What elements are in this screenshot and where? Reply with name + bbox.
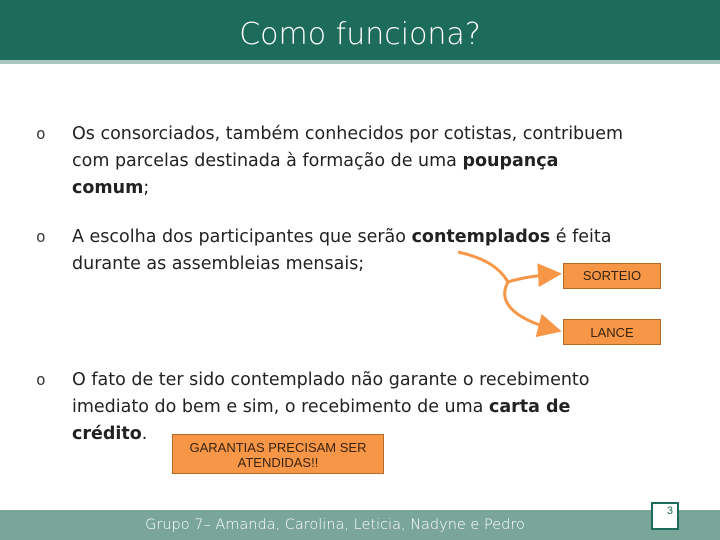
page-number: 3 — [651, 502, 679, 530]
garantias-line-1: GARANTIAS PRECISAM SER — [189, 440, 367, 455]
bullet-1-bold-comum: comum — [72, 178, 144, 198]
bullet-3-line-2 — [72, 394, 702, 421]
bullet-3-bold-carta-de: carta de — [488, 397, 571, 417]
title-underline — [0, 60, 720, 64]
bullet-3-line-3 — [72, 421, 702, 448]
bullet-2-line-1 — [72, 224, 702, 251]
bullet-marker-3: o — [36, 370, 46, 389]
bullet-1-line-3-rest: ; — [143, 178, 150, 198]
bullet-3-bold-credito: crédito — [72, 424, 142, 444]
bullet-1-bold-poupanca: poupança — [462, 151, 559, 171]
bullet-marker-1: o — [36, 124, 46, 143]
sorteio-box: SORTEIO — [563, 263, 661, 289]
bullet-3-line-3-rest: . — [141, 424, 148, 444]
bullet-3-line-2-pre: imediato do bem e sim, o recebimento de uma — [72, 397, 489, 417]
arrow-to-lance — [505, 282, 556, 330]
bullet-3-text — [72, 367, 702, 448]
bullet-1-line-1: Os consorciados, também conhecidos por cotistas, contribuem — [72, 124, 624, 144]
slide-title: Como funciona? — [239, 17, 481, 52]
bullet-2-bold-contemplados: contemplados — [411, 227, 551, 247]
bullet-1-line-2 — [72, 148, 702, 175]
bullet-marker-2: o — [36, 227, 46, 246]
bullet-3-line-1: O fato de ter sido contemplado não garante o recebimento — [72, 370, 590, 390]
bullet-2-line-2: durante as assembleias mensais; — [72, 254, 365, 274]
bullet-1-line-3 — [72, 175, 702, 202]
footer-text: Grupo 7– Amanda, Carolina, Leticia, Nadyne e Pedro — [145, 517, 525, 533]
bullet-2-line-1-pre: A escolha dos participantes que serão — [72, 227, 412, 247]
garantias-line-2: ATENDIDAS!! — [237, 455, 319, 470]
bullet-2-line-1-post: é feita — [550, 227, 612, 247]
lance-box: LANCE — [563, 319, 661, 345]
garantias-box — [172, 434, 384, 474]
bullet-1-line-2-text: com parcelas destinada à formação de uma — [72, 151, 463, 171]
bullet-1-text — [72, 121, 702, 202]
